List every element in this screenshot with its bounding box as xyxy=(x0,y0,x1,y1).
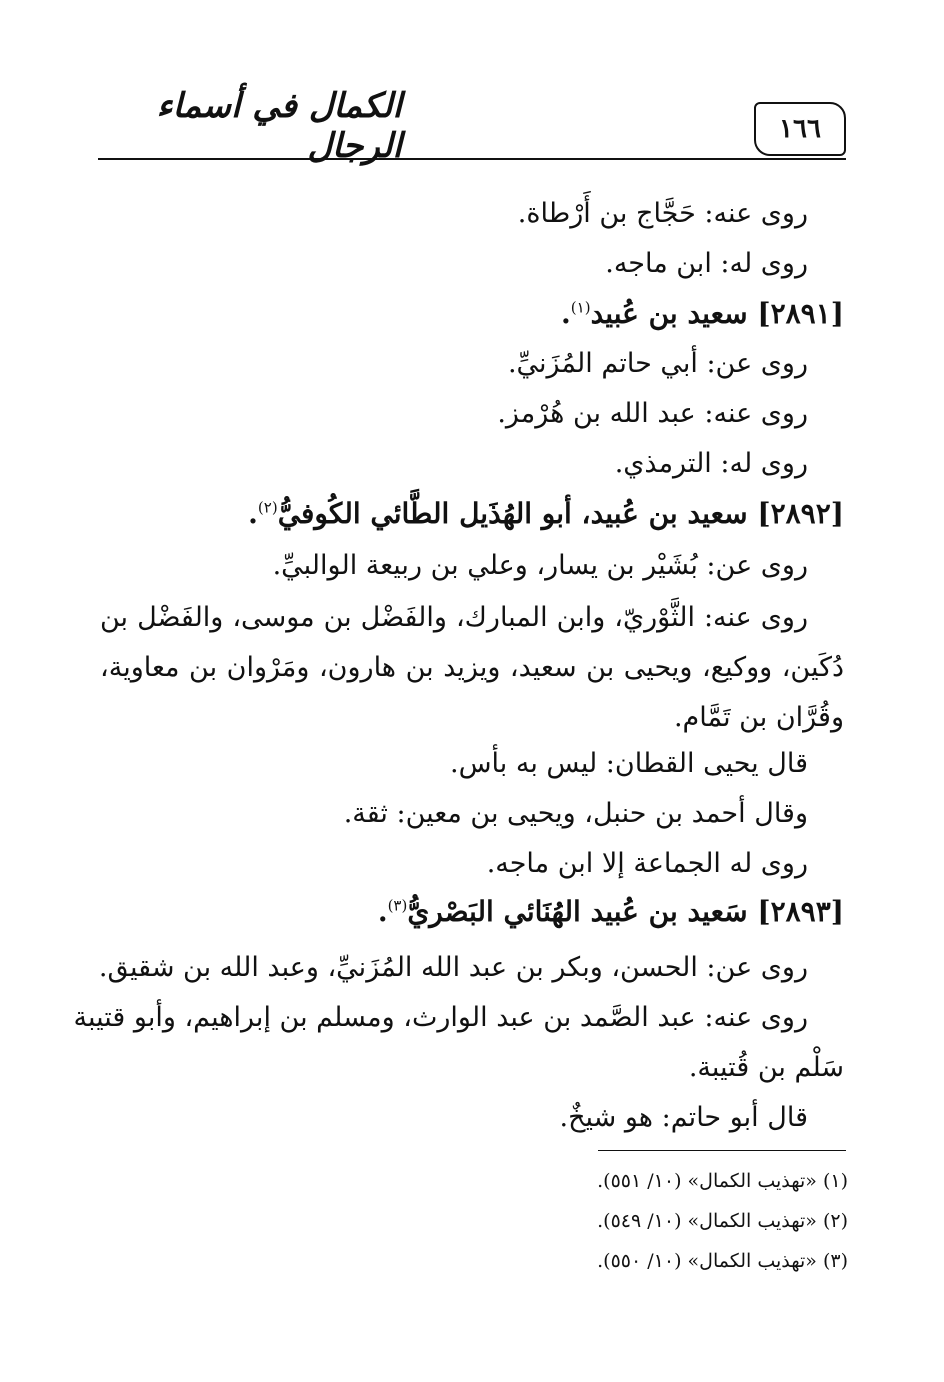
footnote: (٣) «تهذيب الكمال» (١٠/ ٥٥٠). xyxy=(597,1250,848,1272)
text-line: روى عنه: حَجَّاج بن أَرْطاة. xyxy=(517,198,808,229)
page-number: ١٦٦ xyxy=(754,102,846,156)
footnote-marker: (١) xyxy=(570,298,591,317)
text-line: روى عن: بُشَيْر بن يسار، وعلي بن ربيعة الوالبيِّ. xyxy=(272,550,808,581)
text-line: روى له: الترمذي. xyxy=(614,448,808,479)
entry-heading-2892: [٢٨٩٢] سعيد بن عُبيد، أبو الهُذَيل الطَّائي الكُوفيُّ$^{(٢)}$. xyxy=(248,497,844,530)
text-line: دُكَين، ووكيع، ويحيى بن سعيد، ويزيد بن هارون، ومَرْوان بن معاوية، xyxy=(100,652,844,683)
entry-heading-2893: [٢٨٩٣] سَعيد بن عُبيد الهُنَائي البَصْريُّ$^{(٣)}$. xyxy=(377,895,844,928)
text-line: روى له: ابن ماجه. xyxy=(605,248,808,279)
header-rule xyxy=(98,158,846,160)
text-line: وقُرَّان بن تَمَّام. xyxy=(673,702,844,733)
entry-heading-2891: [٢٨٩١] سعيد بن عُبيد$^{(١)}$. xyxy=(561,297,844,330)
text-line: قال أبو حاتم: هو شيخٌ. xyxy=(559,1102,808,1133)
entry-title: [٢٨٩٣] سَعيد بن عُبيد الهُنَائي البَصْريُّ xyxy=(407,895,844,928)
text-line: وقال أحمد بن حنبل، ويحيى بن معين: ثقة. xyxy=(343,798,808,829)
text-line: روى عنه: عبد الصَّمد بن عبد الوارث، ومسلم بن إبراهيم، وأبو قتيبة xyxy=(73,1002,808,1033)
text-line: روى عنه: الثَّوْريّ، وابن المبارك، والفَضْل بن موسى، والفَضْل بن xyxy=(100,602,808,633)
entry-title: [٢٨٩١] سعيد بن عُبيد xyxy=(590,297,844,330)
footnote-marker: (٣) xyxy=(387,896,408,915)
text-line: روى له الجماعة إلا ابن ماجه. xyxy=(486,848,808,879)
footnote: (٢) «تهذيب الكمال» (١٠/ ٥٤٩). xyxy=(597,1210,848,1232)
text-line: سَلْم بن قُتيبة. xyxy=(688,1052,844,1083)
footnote-marker: (٢) xyxy=(257,498,278,517)
footnote-rule xyxy=(598,1150,846,1151)
footnote: (١) «تهذيب الكمال» (١٠/ ٥٥١). xyxy=(597,1170,848,1192)
text-line: روى عن: أبي حاتم المُزَنيِّ. xyxy=(507,348,808,379)
entry-title: [٢٨٩٢] سعيد بن عُبيد، أبو الهُذَيل الطَّائي الكُوفيُّ xyxy=(277,497,844,530)
text-line: روى عنه: عبد الله بن هُرْمز. xyxy=(497,398,808,429)
running-title: الكمال في أسماء الرجال xyxy=(156,86,402,166)
text-line: قال يحيى القطان: ليس به بأس. xyxy=(449,748,808,779)
text-line: روى عن: الحسن، وبكر بن عبد الله المُزَنيِّ، وعبد الله بن شقيق. xyxy=(98,952,808,983)
